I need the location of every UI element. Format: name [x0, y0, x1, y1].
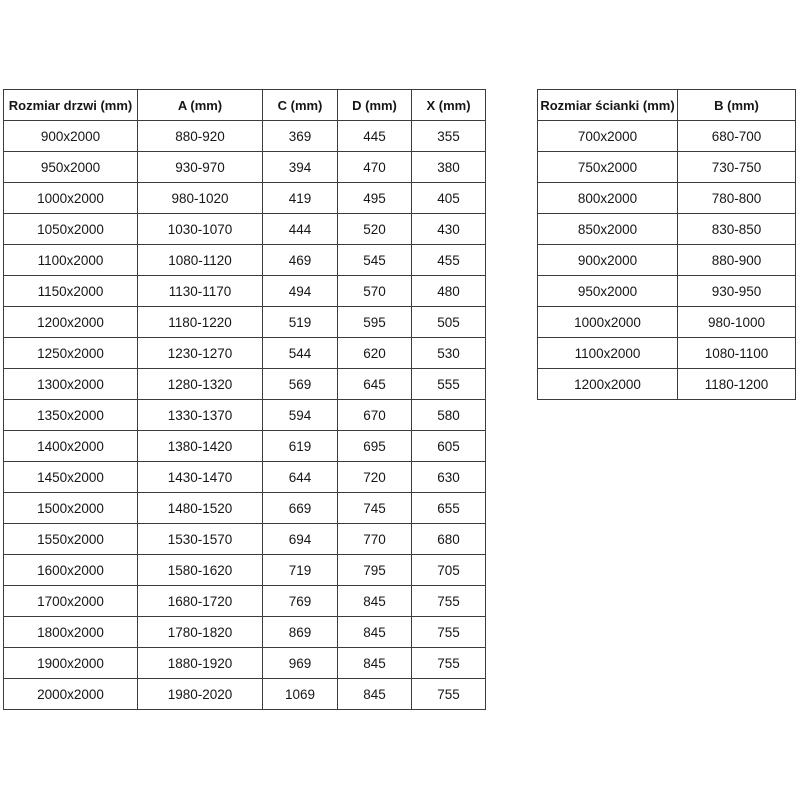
- table-cell: 969: [263, 648, 338, 679]
- table-cell: 745: [338, 493, 412, 524]
- table-row: [538, 276, 796, 307]
- table-row: [538, 245, 796, 276]
- table-cell: 755: [412, 617, 486, 648]
- table-cell: 950x2000: [538, 276, 678, 307]
- table-cell: 1069: [263, 679, 338, 710]
- table-cell: 595: [338, 307, 412, 338]
- table-cell: 694: [263, 524, 338, 555]
- table-cell: 470: [338, 152, 412, 183]
- table-cell: 1330-1370: [138, 400, 263, 431]
- table-cell: 705: [412, 555, 486, 586]
- table-cell: 869: [263, 617, 338, 648]
- table-row: [4, 152, 486, 183]
- table-row: [4, 369, 486, 400]
- table-row: [538, 183, 796, 214]
- table-cell: 769: [263, 586, 338, 617]
- table-cell: 900x2000: [538, 245, 678, 276]
- table-row: [4, 245, 486, 276]
- table-row: [4, 586, 486, 617]
- table-row: [4, 276, 486, 307]
- door-sizes-table-head: [4, 90, 486, 121]
- table-cell: 1700x2000: [4, 586, 138, 617]
- table-cell: 505: [412, 307, 486, 338]
- table-cell: 720: [338, 462, 412, 493]
- table-cell: 405: [412, 183, 486, 214]
- table-cell: 430: [412, 214, 486, 245]
- table-cell: 1980-2020: [138, 679, 263, 710]
- table-row: [4, 555, 486, 586]
- column-header: C (mm): [263, 90, 338, 121]
- table-row: [4, 183, 486, 214]
- table-cell: 930-950: [678, 276, 796, 307]
- table-cell: 750x2000: [538, 152, 678, 183]
- table-cell: 930-970: [138, 152, 263, 183]
- column-header: X (mm): [412, 90, 486, 121]
- table-cell: 1600x2000: [4, 555, 138, 586]
- table-cell: 480: [412, 276, 486, 307]
- table-cell: 545: [338, 245, 412, 276]
- table-cell: 830-850: [678, 214, 796, 245]
- table-cell: 845: [338, 648, 412, 679]
- table-cell: 1680-1720: [138, 586, 263, 617]
- column-header: A (mm): [138, 90, 263, 121]
- table-cell: 1250x2000: [4, 338, 138, 369]
- table-cell: 2000x2000: [4, 679, 138, 710]
- table-cell: 1200x2000: [538, 369, 678, 400]
- table-cell: 719: [263, 555, 338, 586]
- table-cell: 369: [263, 121, 338, 152]
- table-cell: 1180-1200: [678, 369, 796, 400]
- table-cell: 1150x2000: [4, 276, 138, 307]
- table-cell: 900x2000: [4, 121, 138, 152]
- table-cell: 980-1000: [678, 307, 796, 338]
- table-cell: 845: [338, 617, 412, 648]
- wall-panel-sizes-table: [537, 89, 796, 400]
- table-cell: 569: [263, 369, 338, 400]
- table-cell: 444: [263, 214, 338, 245]
- table-cell: 570: [338, 276, 412, 307]
- table-cell: 780-800: [678, 183, 796, 214]
- table-cell: 520: [338, 214, 412, 245]
- table-cell: 1100x2000: [538, 338, 678, 369]
- table-row: [4, 617, 486, 648]
- table-cell: 1800x2000: [4, 617, 138, 648]
- table-cell: 1900x2000: [4, 648, 138, 679]
- table-row: [4, 679, 486, 710]
- table-cell: 1080-1120: [138, 245, 263, 276]
- table-cell: 1780-1820: [138, 617, 263, 648]
- table-row: [4, 462, 486, 493]
- table-cell: 1030-1070: [138, 214, 263, 245]
- table-cell: 1200x2000: [4, 307, 138, 338]
- table-cell: 1000x2000: [4, 183, 138, 214]
- table-cell: 644: [263, 462, 338, 493]
- table-cell: 1080-1100: [678, 338, 796, 369]
- table-cell: 1230-1270: [138, 338, 263, 369]
- table-cell: 1130-1170: [138, 276, 263, 307]
- column-header: Rozmiar drzwi (mm): [4, 90, 138, 121]
- table-cell: 630: [412, 462, 486, 493]
- table-row: [4, 214, 486, 245]
- table-cell: 1550x2000: [4, 524, 138, 555]
- table-cell: 1400x2000: [4, 431, 138, 462]
- table-cell: 1880-1920: [138, 648, 263, 679]
- table-cell: 1350x2000: [4, 400, 138, 431]
- door-sizes-table: [3, 89, 486, 710]
- table-cell: 394: [263, 152, 338, 183]
- table-cell: 1450x2000: [4, 462, 138, 493]
- table-cell: 580: [412, 400, 486, 431]
- table-cell: 1300x2000: [4, 369, 138, 400]
- table-cell: 1480-1520: [138, 493, 263, 524]
- table-cell: 1180-1220: [138, 307, 263, 338]
- table-cell: 1100x2000: [4, 245, 138, 276]
- table-cell: 755: [412, 586, 486, 617]
- table-cell: 355: [412, 121, 486, 152]
- table-row: [538, 214, 796, 245]
- table-cell: 1580-1620: [138, 555, 263, 586]
- table-cell: 700x2000: [538, 121, 678, 152]
- table-cell: 845: [338, 679, 412, 710]
- table-cell: 1530-1570: [138, 524, 263, 555]
- table-cell: 800x2000: [538, 183, 678, 214]
- table-cell: 670: [338, 400, 412, 431]
- table-row: [4, 648, 486, 679]
- table-cell: 544: [263, 338, 338, 369]
- table-cell: 1280-1320: [138, 369, 263, 400]
- table-cell: 950x2000: [4, 152, 138, 183]
- table-cell: 555: [412, 369, 486, 400]
- door-sizes-table-body: [4, 121, 486, 710]
- wall-panel-sizes-table-body: [538, 121, 796, 400]
- column-header: B (mm): [678, 90, 796, 121]
- table-cell: 469: [263, 245, 338, 276]
- table-cell: 519: [263, 307, 338, 338]
- table-row: [538, 307, 796, 338]
- table-cell: 680-700: [678, 121, 796, 152]
- table-cell: 620: [338, 338, 412, 369]
- table-row: [538, 369, 796, 400]
- table-row: [4, 307, 486, 338]
- table-cell: 594: [263, 400, 338, 431]
- table-row: [538, 338, 796, 369]
- table-row: [4, 400, 486, 431]
- table-row: [538, 121, 796, 152]
- table-cell: 755: [412, 648, 486, 679]
- table-cell: 1430-1470: [138, 462, 263, 493]
- column-header: D (mm): [338, 90, 412, 121]
- table-cell: 619: [263, 431, 338, 462]
- table-cell: 1000x2000: [538, 307, 678, 338]
- column-header: Rozmiar ścianki (mm): [538, 90, 678, 121]
- table-cell: 1500x2000: [4, 493, 138, 524]
- table-row: [4, 431, 486, 462]
- table-cell: 380: [412, 152, 486, 183]
- table-cell: 669: [263, 493, 338, 524]
- table-cell: 680: [412, 524, 486, 555]
- header-row: [538, 90, 796, 121]
- table-cell: 1050x2000: [4, 214, 138, 245]
- table-cell: 455: [412, 245, 486, 276]
- table-cell: 494: [263, 276, 338, 307]
- table-cell: 655: [412, 493, 486, 524]
- table-cell: 695: [338, 431, 412, 462]
- table-cell: 645: [338, 369, 412, 400]
- table-row: [4, 524, 486, 555]
- wall-panel-sizes-table-head: [538, 90, 796, 121]
- table-row: [4, 338, 486, 369]
- table-row: [4, 121, 486, 152]
- table-cell: 495: [338, 183, 412, 214]
- table-cell: 770: [338, 524, 412, 555]
- table-cell: 605: [412, 431, 486, 462]
- table-cell: 1380-1420: [138, 431, 263, 462]
- table-cell: 980-1020: [138, 183, 263, 214]
- table-row: [4, 493, 486, 524]
- table-cell: 795: [338, 555, 412, 586]
- table-cell: 445: [338, 121, 412, 152]
- table-row: [538, 152, 796, 183]
- table-cell: 730-750: [678, 152, 796, 183]
- table-cell: 850x2000: [538, 214, 678, 245]
- header-row: [4, 90, 486, 121]
- table-cell: 419: [263, 183, 338, 214]
- table-cell: 845: [338, 586, 412, 617]
- table-cell: 880-900: [678, 245, 796, 276]
- table-cell: 755: [412, 679, 486, 710]
- table-cell: 880-920: [138, 121, 263, 152]
- table-cell: 530: [412, 338, 486, 369]
